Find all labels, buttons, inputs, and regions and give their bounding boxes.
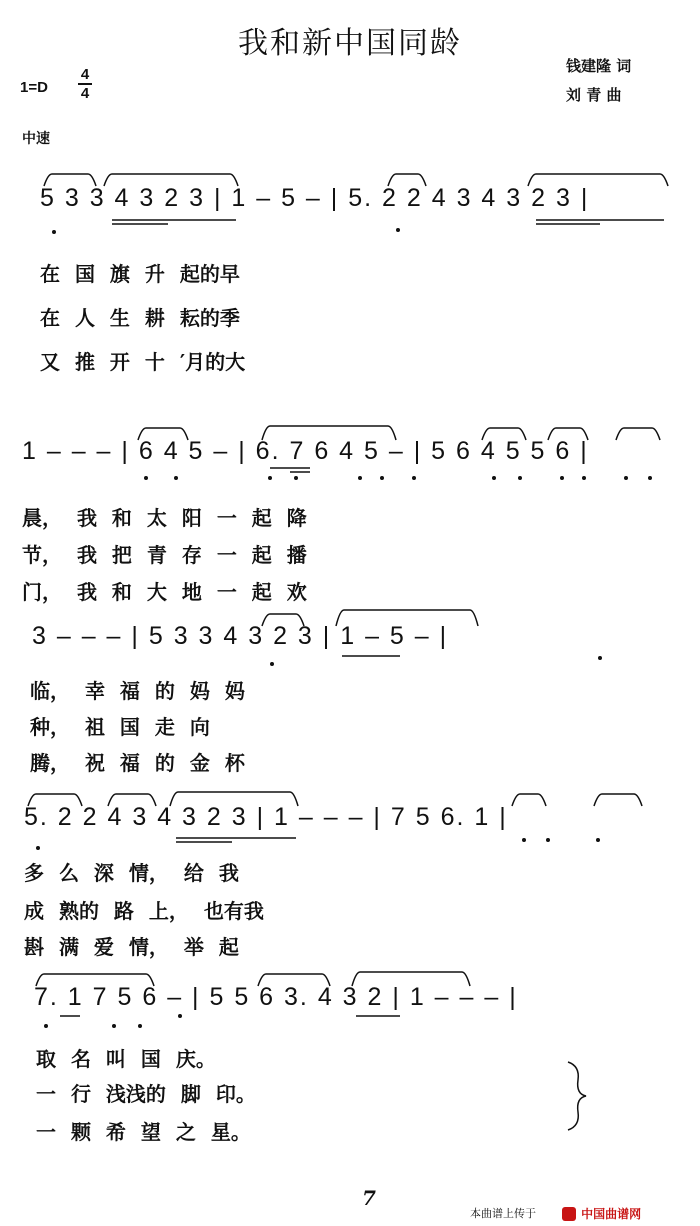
lower-octave-dot	[518, 476, 522, 480]
lower-octave-dot	[138, 1024, 142, 1028]
lower-octave-dot	[44, 1024, 48, 1028]
lyric-verse-1: 在 国 旗 升 起的早	[40, 262, 240, 286]
lower-octave-dot	[492, 476, 496, 480]
slur	[548, 428, 588, 440]
slur	[594, 794, 642, 806]
lower-octave-dot	[598, 656, 602, 660]
slur	[352, 972, 470, 986]
lower-octave-dot	[648, 476, 652, 480]
slur	[258, 974, 330, 986]
lower-octave-dot	[624, 476, 628, 480]
lyric-verse-2: 一 行 浅浅的 脚 印。	[36, 1082, 256, 1106]
upload-notice: 本曲谱上传于	[470, 1207, 536, 1220]
lower-octave-dot	[396, 228, 400, 232]
lower-octave-dot	[522, 838, 526, 842]
lyric-verse-2: 成 熟的 路 上， 也有我	[24, 899, 264, 923]
lyric-verse-3: 斟 满 爱 情， 举 起	[24, 935, 239, 959]
lower-octave-dot	[112, 1024, 116, 1028]
lyric-verse-3: 一 颗 希 望 之 星。	[36, 1120, 251, 1144]
site-logo-icon	[562, 1207, 576, 1221]
slur	[36, 974, 154, 986]
slur	[482, 428, 526, 440]
time-signature-top: 4	[80, 66, 90, 83]
notation-line: 5. 2 2 4 3 4 3 2 3 | 1 – – – | 7 5 6. 1 |	[24, 803, 508, 831]
lyric-verse-2: 在 人 生 耕 耘的季	[40, 306, 240, 330]
slur	[262, 426, 396, 440]
lower-octave-dot	[412, 476, 416, 480]
verse-brace	[568, 1062, 586, 1130]
lyric-verse-2: 种， 祖 国 走 向	[30, 715, 210, 739]
lyric-verse-3: 又 推 开 十 ′月的大	[40, 350, 246, 374]
composer-credit: 刘 青 曲	[566, 86, 622, 104]
lower-octave-dot	[560, 476, 564, 480]
slur	[170, 792, 298, 806]
notation-line: 3 – – – | 5 3 3 4 3 2 3 | 1 – 5 – |	[32, 622, 449, 650]
lyric-verse-3: 门， 我 和 大 地 一 起 欢	[22, 580, 307, 604]
slur	[104, 174, 238, 186]
notation-line: 1 – – – | 6 4 5 – | 6. 7 6 4 5 – | 5 6 4 5 5 6 |	[22, 437, 589, 465]
lower-octave-dot	[268, 476, 272, 480]
lyric-verse-1: 临， 幸 福 的 妈 妈	[30, 679, 245, 703]
notation-line: 7. 1 7 5 6 – | 5 5 6 3. 4 3 2 | 1 – – – |	[34, 983, 518, 1011]
lower-octave-dot	[358, 476, 362, 480]
site-logo[interactable]	[562, 1203, 641, 1222]
slur	[28, 794, 82, 806]
lyric-verse-1: 取 名 叫 国 庆。	[36, 1047, 216, 1071]
lower-octave-dot	[178, 1014, 182, 1018]
notation-line: 5 3 3 4 3 2 3 | 1 – 5 – | 5. 2 2 4 3 4 3 2 3 |	[40, 184, 590, 212]
lower-octave-dot	[294, 476, 298, 480]
lower-octave-dot	[596, 838, 600, 842]
lyric-verse-3: 腾， 祝 福 的 金 杯	[30, 751, 245, 775]
lower-octave-dot	[36, 846, 40, 850]
lower-octave-dot	[582, 476, 586, 480]
lyric-verse-1: 多 么 深 情， 给 我	[24, 861, 239, 885]
site-logo-text: 中国曲谱网	[581, 1207, 642, 1221]
slur	[262, 614, 304, 626]
slur	[616, 428, 660, 440]
slur	[528, 174, 668, 186]
lower-octave-dot	[270, 662, 274, 666]
lower-octave-dot	[174, 476, 178, 480]
slur	[44, 174, 96, 186]
lower-octave-dot	[546, 838, 550, 842]
lyricist-credit: 钱建隆 词	[566, 57, 632, 75]
lower-octave-dot	[380, 476, 384, 480]
slur	[138, 428, 188, 440]
lyric-verse-2: 节， 我 把 青 存 一 起 播	[22, 543, 307, 567]
slur	[108, 794, 156, 806]
slur	[336, 610, 478, 626]
key-signature: 1=D	[20, 79, 48, 96]
slur	[388, 174, 426, 186]
time-signature-bottom: 4	[80, 84, 90, 102]
page-number: 7	[362, 1186, 376, 1210]
lyric-verse-1: 晨， 我 和 太 阳 一 起 降	[22, 506, 307, 530]
song-title: 我和新中国同龄	[238, 26, 462, 61]
tempo-marking: 中速	[22, 131, 50, 147]
lower-octave-dot	[52, 230, 56, 234]
slur	[512, 794, 546, 806]
lower-octave-dot	[144, 476, 148, 480]
